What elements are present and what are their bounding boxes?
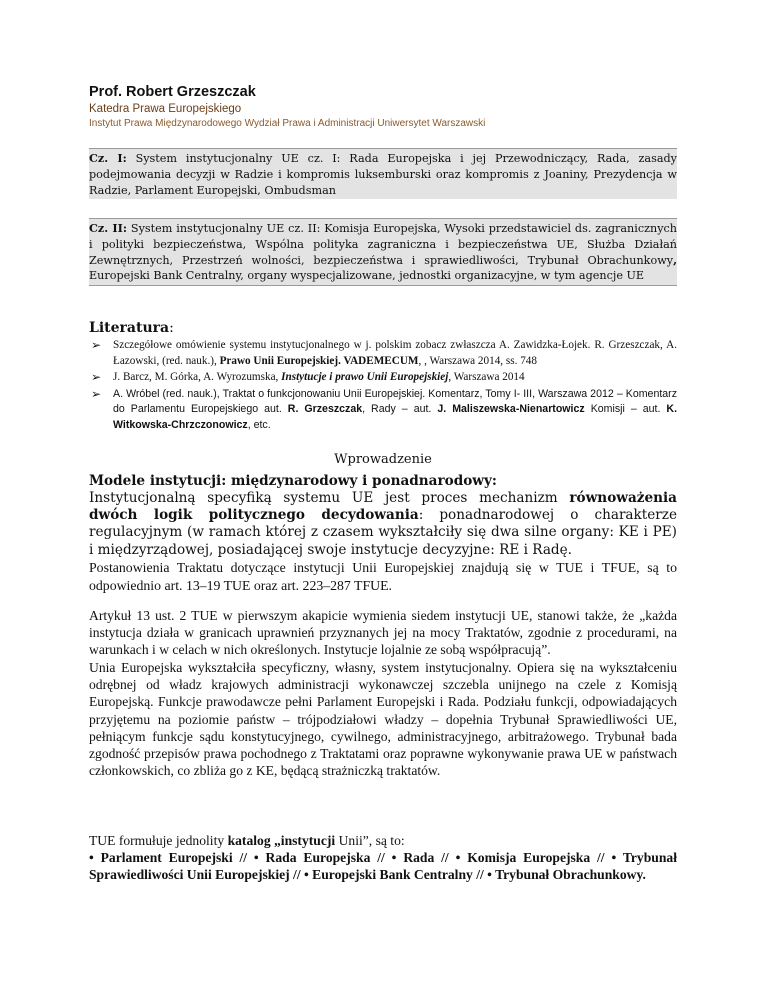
part-2-text-a: System instytucjonalny UE cz. II: Komisja Europejska, Wysoki przedstawiciel ds. zagranicznych i polityki bezpieczeństwa, Wspólna polityka zagraniczna i bezpieczeństwa UE, Służba Działań Zewnętrznych, Przestrzeń wolności, bezpieczeństwa i sprawiedliwości, Trybunał Obrachunkowy bbox=[89, 222, 677, 267]
literature-list bbox=[89, 338, 677, 434]
models-heading: Modele instytucji: międzynarodowy i ponadnarodowy: bbox=[89, 473, 497, 489]
part-2-box bbox=[89, 218, 677, 286]
paragraph-system: Unia Europejska wykształciła specyficzny, własny, system instytucjonalny. Opiera się na wykształceniu odrębnej od władz krajowych administracji wykonawczej szczebla unijnego na czele z Komisją Europejską. Funkcje prawodawcze pełni Parlament Europejski i Rada. Podziału funkcji, odpowiadających przyjętemu na poziomie państw – trójpodziałowi władzy – dopełnia Trybunał Sprawiedliwości UE, pełniącym funkcje sądu konstytucyjnego, cywilnego, administracyjnego, arbitrażowego. Trybunał bada zgodność przepisów prawa pochodnego z Traktatami oraz poprawne wykonywanie prawa UE w państwach członkowskich, co zbliża go z KE, będącą strażniczką traktatów. bbox=[89, 660, 677, 779]
part-2-text-b: Europejski Bank Centralny, organy wyspecjalizowane, jednostki organizacyjne, w tym agencje UE bbox=[89, 269, 645, 283]
institutions-list: • Parlament Europejski // • Rada Europejska // • Rada // • Komisja Europejska // • Trybunał Sprawiedliwości Unii Europejskiej // • Europejski Bank Centralny // • Trybunał Obrachunkowy. bbox=[89, 850, 677, 883]
literature-item: ➢ A. Wróbel (red. nauk.), Traktat o funkcjonowaniu Unii Europejskiej. Komentarz, Tomy I- III, Warszawa 2012 – Komentarz do Parlamentu Europejskiego aut. R. Grzeszczak, Rady – aut. J. Maliszewska-Nienartowicz Komisji – aut. K. Witkowska-Chrzczonowicz, etc. bbox=[91, 386, 678, 431]
part-1-text: System instytucjonalny UE cz. I: Rada Europejska i jej Przewodniczący, Rada, zasady podejmowania decyzji w Radzie i kompromis luksemburski oraz kompromis z Joaniny, Prezydencja w Radzie, Parlament Europejski, Ombudsman bbox=[89, 152, 677, 197]
part-1-label: Cz. I: bbox=[89, 151, 127, 165]
literature-heading: Literatura: bbox=[89, 320, 174, 336]
literature-item: ➢ J. Barcz, M. Górka, A. Wyrozumska, Instytucje i prawo Unii Europejskiej, Warszawa 2014 bbox=[91, 370, 525, 384]
paragraph-logics: Instytucjonalną specyfiką systemu UE jest proces mechanizm równoważenia dwóch logik politycznego decydowania: ponadnarodowej o charakterze regulacyjnym (w ramach której z czasem wykształciły się dwa silne organy: KE i PE) i międzyrządowej, posiadającej swoje instytucje decyzyjne: RE i Radę. Postanowienia Traktatu dotyczące instytucji Unii Europejskiej znajdują się w TUE i TFUE, są to odpowiednio art. 13–19 TUE oraz art. 223–287 TFUE. bbox=[89, 490, 677, 594]
part-2-comma: , bbox=[673, 252, 677, 267]
paragraph-article-13: Artykuł 13 ust. 2 TUE w pierwszym akapicie wymienia siedem instytucji UE, stanowi także, że „każda instytucja działa w granicach uprawnień przyznanych jej na mocy Traktatów, zgodnie z procedurami, na warunkach i w celach w nich określonych. Instytucje lojalnie ze sobą współpracują”. bbox=[89, 608, 677, 658]
intro-title: Wprowadzenie bbox=[334, 452, 432, 467]
paragraph-catalog: TUE formułuje jednolity katalog „instytucji Unii”, są to: • Parlament Europejski // • Rada Europejska // • Rada // • Komisja Europejska // • Trybunał Sprawiedliwości Unii Europejskiej // • Europejski Bank Centralny // • Trybunał Obrachunkowy. bbox=[89, 833, 677, 883]
department-name: Katedra Prawa Europejskiego bbox=[89, 103, 242, 115]
literature-item: ➢ Szczegółowe omówienie systemu instytucjonalnego w j. polskim zobacz zwłaszcza A. Zawidzka-Łojek. R. Grzeszczak, A. Łazowski, (red. nauk.), Prawo Unii Europejskiej. VADEMECUM, , Warszawa 2014, ss. 748 bbox=[91, 338, 677, 367]
author-name: Prof. Robert Grzeszczak bbox=[89, 84, 256, 100]
part-1-box bbox=[89, 148, 677, 199]
arrow-bullet-icon: ➢ bbox=[91, 338, 102, 352]
part-2-label: Cz. II: bbox=[89, 221, 127, 235]
arrow-bullet-icon: ➢ bbox=[91, 386, 102, 401]
arrow-bullet-icon: ➢ bbox=[91, 370, 102, 384]
institute-name: Instytut Prawa Międzynarodowego Wydział Prawa i Administracji Uniwersytet Warszawski bbox=[89, 118, 486, 129]
